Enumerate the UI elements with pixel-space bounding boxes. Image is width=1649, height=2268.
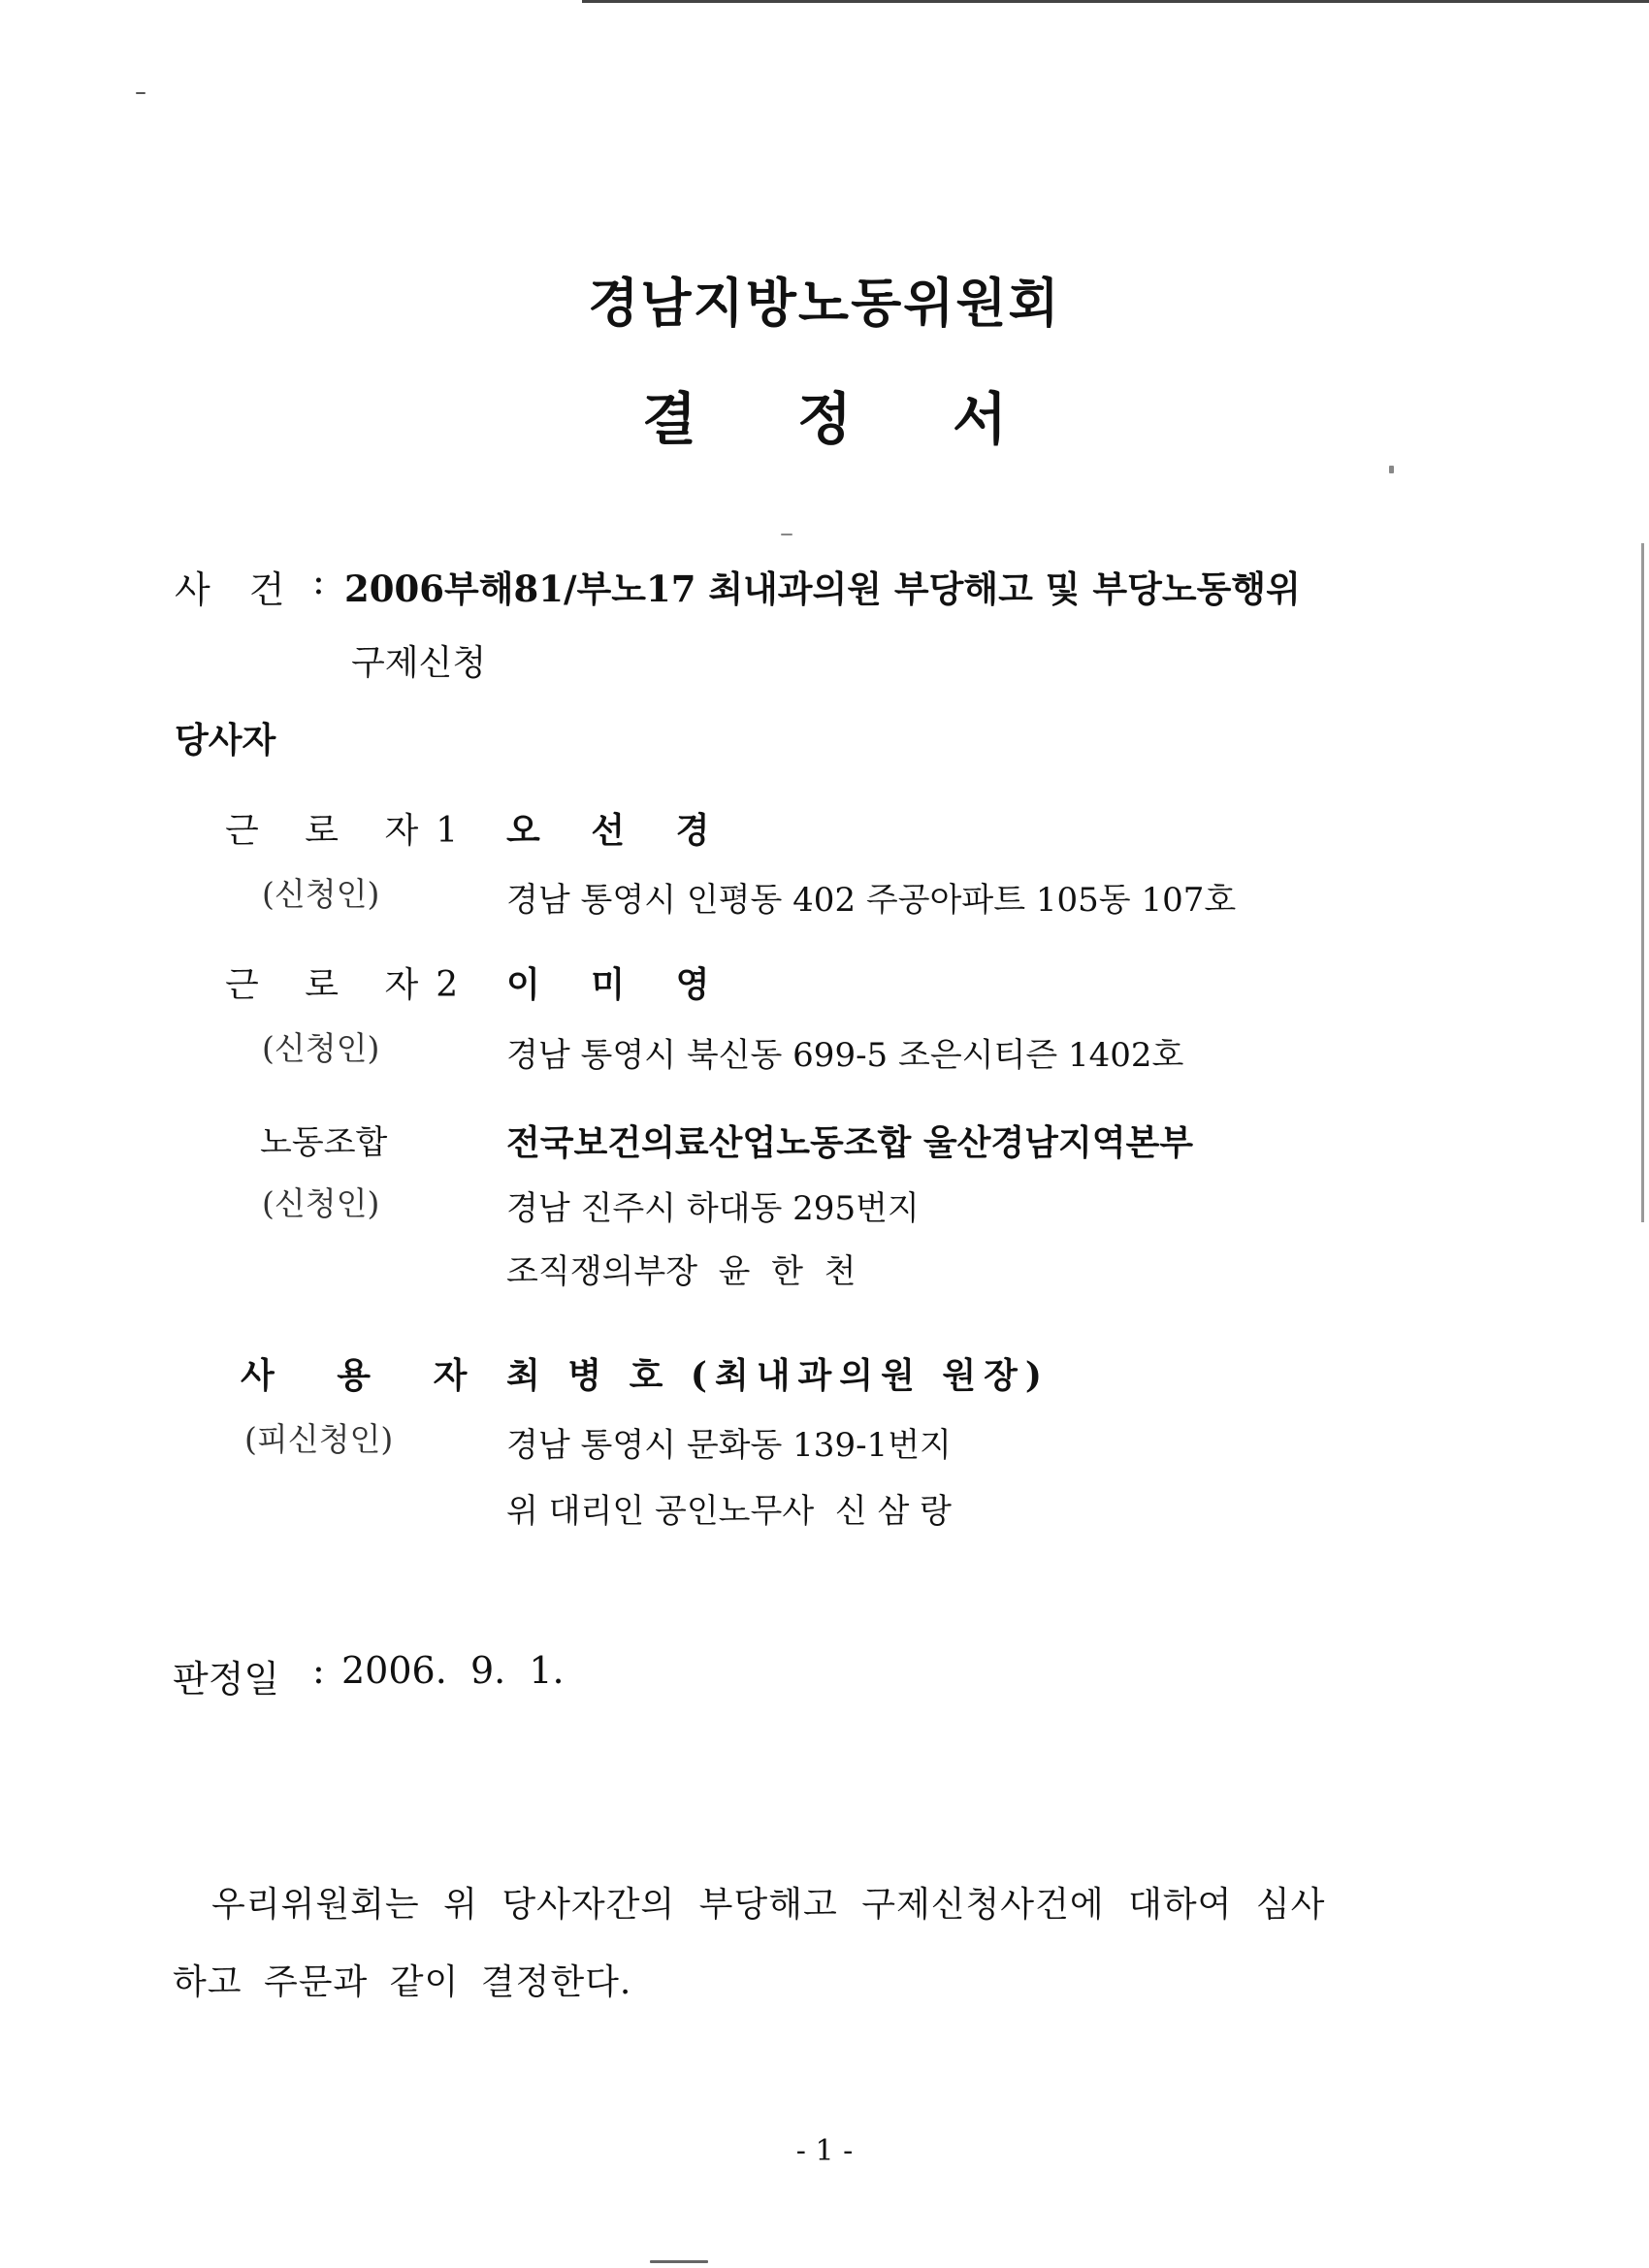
parties-heading: 당사자 <box>175 720 276 761</box>
worker2-role-text: 근 로 자2 <box>225 965 476 1005</box>
worker1-role <box>225 803 475 853</box>
page-number: - 1 - <box>795 2134 854 2168</box>
case-colon: : <box>312 560 325 602</box>
document-title <box>0 373 1649 455</box>
case-label <box>175 560 299 613</box>
document-title-char: 정 <box>796 386 853 452</box>
worker2-sub: (신청인) <box>262 1029 380 1067</box>
decision-date-value: 2006. 9. 1. <box>341 1649 565 1692</box>
worker1-address: 경남 통영시 인평동 402 주공아파트 105동 107호 <box>506 881 1237 920</box>
union-address: 경남 진주시 하대동 295번지 <box>506 1189 920 1228</box>
worker2-address: 경남 통영시 북신동 699-5 조은시티즌 1402호 <box>506 1036 1184 1075</box>
scan-speck <box>650 2260 708 2263</box>
employer-agent: 위 대리인 공인노무사 신 삼 랑 <box>506 1492 952 1531</box>
employer-name: 최 병 호 (최내과의원 원장) <box>506 1355 1050 1396</box>
union-rep: 조직쟁의부장 윤 한 천 <box>506 1252 857 1291</box>
case-line-2: 구제신청 <box>351 643 487 683</box>
worker1-sub: (신청인) <box>262 875 380 913</box>
worker1-name: 오 선 경 <box>506 810 729 851</box>
scan-edge-line <box>1641 543 1644 1222</box>
document-title-char: 결 <box>641 386 696 452</box>
scan-speck <box>781 534 792 535</box>
employer-role <box>241 1348 492 1398</box>
union-role: 노동조합 <box>260 1123 388 1162</box>
employer-role-text: 사 용 자 <box>241 1355 493 1396</box>
document-title-char: 서 <box>953 386 1008 452</box>
employer-address: 경남 통영시 문화동 139-1번지 <box>506 1426 952 1465</box>
case-label-text: 사 건 <box>175 568 299 611</box>
union-sub: (신청인) <box>262 1184 380 1222</box>
body-line-1: 우리위원회는 위 당사자간의 부당해고 구제신청사건에 대하여 심사 <box>211 1885 1326 1925</box>
worker2-name: 이 미 영 <box>506 964 729 1005</box>
decision-date-label: 판정일 <box>173 1658 280 1701</box>
scan-edge-line <box>582 0 1649 3</box>
worker1-role-text: 근 로 자1 <box>225 811 476 851</box>
body-line-2: 하고 주문과 같이 결정한다. <box>173 1962 632 2002</box>
worker2-role <box>225 957 475 1007</box>
employer-sub: (피신청인) <box>244 1420 394 1458</box>
scan-speck <box>136 92 146 94</box>
decision-date-colon: : <box>312 1649 325 1692</box>
scan-speck <box>1389 466 1394 473</box>
case-line-1: 2006부해81/부노17 최내과의원 부당해고 및 부당노동행위 <box>344 567 1301 610</box>
union-name: 전국보건의료산업노동조합 울산경남지역본부 <box>506 1122 1194 1163</box>
org-title: 경남지방노동위원회 <box>588 272 1061 334</box>
